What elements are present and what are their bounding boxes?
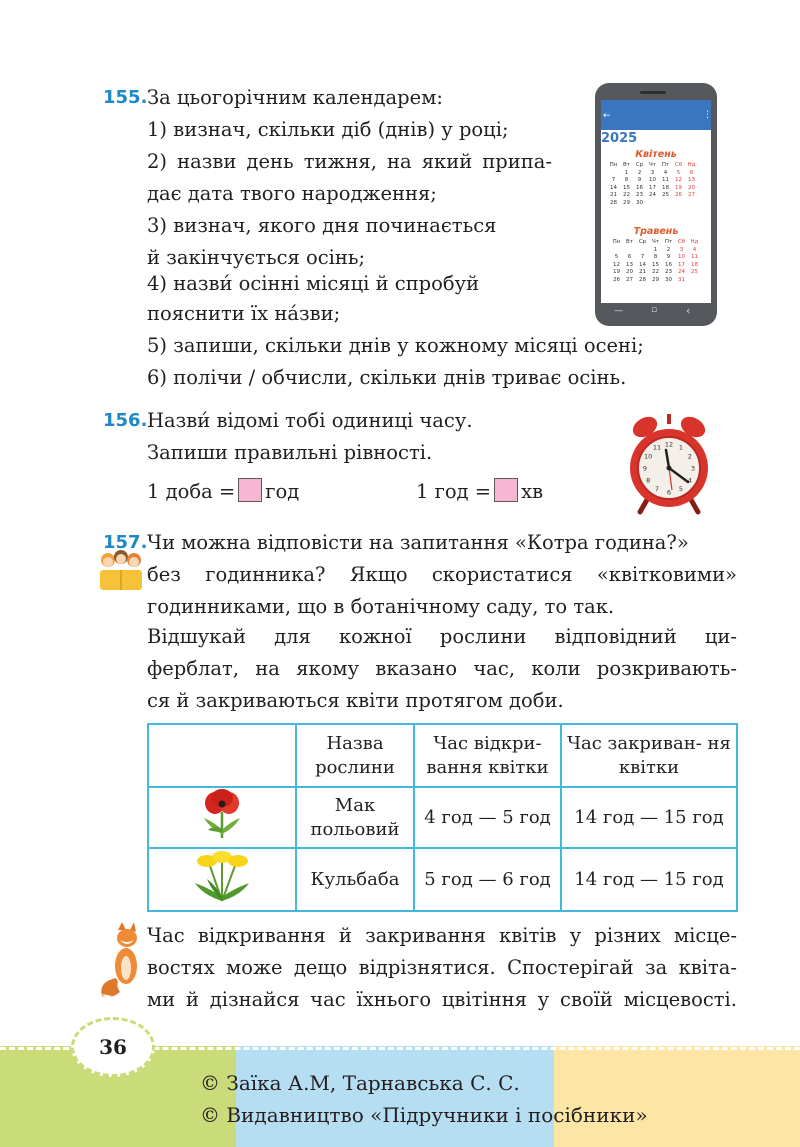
calendar-day: 10 bbox=[678, 254, 685, 260]
calendar-day bbox=[688, 277, 701, 285]
table-header-cell bbox=[148, 724, 296, 787]
calendar-weekday: Вт bbox=[623, 162, 630, 168]
calendar-weekday: Пт bbox=[664, 239, 673, 245]
exercise-text-line: пояснити їх на́зви; bbox=[147, 302, 341, 325]
calendar-day bbox=[672, 200, 685, 208]
close-time-cell: 14 год — 15 год bbox=[561, 848, 737, 911]
calendar-day: 13 bbox=[626, 261, 633, 268]
exercise-text-line: 2) назви день тижня, на який припа- bbox=[147, 150, 552, 173]
calendar-day: 1 bbox=[624, 169, 629, 176]
calendar-year: 2025 bbox=[601, 131, 638, 146]
calendar-day: 6 bbox=[627, 254, 632, 260]
calendar-day: 12 bbox=[675, 177, 682, 183]
calendar-day: 5 bbox=[614, 254, 619, 260]
calendar-day: 19 bbox=[613, 269, 620, 275]
calendar-weekday: Пн bbox=[612, 239, 621, 245]
exercise-number: 156. bbox=[103, 410, 148, 431]
exercise-text-line: ся й закриваються квіти протягом доби. bbox=[147, 689, 564, 712]
calendar-day: 23 bbox=[636, 192, 643, 198]
exercise-number: 157. bbox=[103, 532, 148, 553]
calendar-day: 16 bbox=[665, 261, 672, 268]
calendar-day: 3 bbox=[650, 169, 655, 176]
clock-numeral: 1 bbox=[678, 443, 684, 452]
clock-numeral: 11 bbox=[652, 443, 662, 452]
calendar-weekday: Ср bbox=[635, 162, 644, 168]
calendar-weekday: Ср bbox=[638, 239, 647, 245]
calendar-weekday: Нд bbox=[690, 239, 699, 245]
exercise-text-line: 3) визнач, якого дня починається bbox=[147, 214, 497, 237]
equation-day-hours bbox=[147, 476, 299, 508]
calendar-day bbox=[636, 247, 649, 255]
calendar-day: 4 bbox=[663, 169, 668, 176]
table-row bbox=[148, 848, 737, 911]
note-text-line: востях може дещо відрізнятися. Спостерігай за квіта- bbox=[147, 956, 737, 979]
plant-image-cell bbox=[148, 848, 296, 911]
calendar-day: 27 bbox=[626, 276, 633, 283]
calendar-day: 18 bbox=[662, 184, 669, 191]
calendar-month-title: Квітень bbox=[635, 149, 677, 160]
equation-unit: год bbox=[265, 480, 300, 503]
calendar-day: 16 bbox=[636, 184, 643, 191]
table-header-cell: Час відкри- вання квітки bbox=[414, 724, 561, 787]
calendar-day: 9 bbox=[666, 254, 671, 260]
calendar-day: 29 bbox=[623, 199, 630, 206]
calendar-day: 28 bbox=[639, 276, 646, 283]
calendar-day: 26 bbox=[675, 192, 682, 198]
calendar-grid-may bbox=[610, 239, 701, 284]
calendar-day: 18 bbox=[691, 261, 698, 268]
calendar-weekday: Чт bbox=[649, 162, 656, 168]
calendar-day: 30 bbox=[665, 276, 672, 283]
open-time-cell: 4 год — 5 год bbox=[414, 787, 561, 848]
page-number: 36 bbox=[99, 1035, 127, 1059]
close-time-cell: 14 год — 15 год bbox=[561, 787, 737, 848]
fox-icon bbox=[96, 922, 146, 1002]
calendar-day: 7 bbox=[640, 254, 645, 260]
exercise-text-line: Запиши правильні рівності. bbox=[147, 441, 433, 464]
clock-numeral: 10 bbox=[644, 452, 653, 461]
calendar-day: 20 bbox=[626, 269, 633, 275]
calendar-day: 13 bbox=[688, 177, 695, 183]
calendar-day: 2 bbox=[666, 246, 671, 253]
table-header-cell: Назва рослини bbox=[296, 724, 414, 787]
clock-numeral: 12 bbox=[664, 440, 674, 449]
poppy-image bbox=[192, 788, 252, 840]
calendar-day: 17 bbox=[649, 184, 656, 191]
calendar-day: 15 bbox=[623, 184, 630, 191]
table-header-row bbox=[148, 724, 737, 787]
exercise-text-line: й закінчується осінь; bbox=[147, 246, 366, 269]
calendar-day: 8 bbox=[624, 177, 629, 183]
plant-image-cell bbox=[148, 787, 296, 848]
note-text-line: Час відкривання й закривання квітів у різних місце- bbox=[147, 924, 737, 947]
calendar-weekday: Нд bbox=[687, 162, 696, 168]
calendar-day bbox=[607, 170, 620, 178]
clock-numeral: 6 bbox=[666, 488, 672, 497]
phone-speaker bbox=[640, 91, 666, 94]
nav-back-icon: ‹ bbox=[686, 304, 691, 317]
answer-box[interactable] bbox=[238, 478, 262, 502]
plant-name-cell: Кульбаба bbox=[296, 848, 414, 911]
exercise-text-line: За цьогорічним календарем: bbox=[147, 86, 443, 109]
calendar-day: 3 bbox=[679, 246, 684, 253]
calendar-day: 22 bbox=[623, 192, 630, 198]
equation-unit: хв bbox=[521, 480, 544, 503]
exercise-text-line: 4) назви́ осінні місяці й спробуй bbox=[147, 272, 480, 295]
calendar-day: 6 bbox=[689, 169, 694, 176]
clock-numeral: 3 bbox=[690, 464, 696, 473]
calendar-day: 19 bbox=[675, 184, 682, 191]
copyright-authors: © Заїка А.М, Тарнавська С. С. bbox=[200, 1071, 520, 1095]
calendar-day: 14 bbox=[610, 184, 617, 191]
exercise-text-line: Відшукай для кожної рослини відповідний ци- bbox=[147, 625, 737, 648]
calendar-day: 25 bbox=[662, 192, 669, 198]
exercise-text-line: Чи можна відповісти на запитання «Котра година?» bbox=[147, 531, 689, 554]
calendar-day: 1 bbox=[653, 246, 658, 253]
calendar-day bbox=[685, 200, 698, 208]
exercise-text-line: дає дата твого народження; bbox=[147, 182, 437, 205]
calendar-day: 20 bbox=[688, 184, 695, 191]
calendar-weekday: Вт bbox=[626, 239, 633, 245]
dandelion-image bbox=[187, 849, 257, 903]
calendar-day: 9 bbox=[637, 177, 642, 183]
calendar-day: 10 bbox=[649, 177, 656, 183]
table-header-cell: Час закриван- ня квітки bbox=[561, 724, 737, 787]
calendar-day: 24 bbox=[678, 269, 685, 275]
calendar-day: 12 bbox=[613, 261, 620, 268]
open-time-cell: 5 год — 6 год bbox=[414, 848, 561, 911]
plant-name-cell: Мак польовий bbox=[296, 787, 414, 848]
calendar-day: 8 bbox=[653, 254, 658, 260]
calendar-day: 2 bbox=[637, 169, 642, 176]
exercise-number: 155. bbox=[103, 87, 148, 108]
exercise-text-line: 6) полічи / обчисли, скільки днів триває осінь. bbox=[147, 366, 627, 389]
nav-square-icon: ▫ bbox=[651, 305, 658, 315]
copyright-publisher: © Видавництво «Підручники і посібники» bbox=[200, 1103, 648, 1127]
calendar-day: 21 bbox=[639, 269, 646, 275]
calendar-day: 29 bbox=[652, 276, 659, 283]
calendar-day: 24 bbox=[649, 192, 656, 198]
footer-yellow-band bbox=[554, 1046, 800, 1147]
calendar-day bbox=[610, 247, 623, 255]
calendar-weekday: Сб bbox=[677, 239, 686, 245]
back-arrow-icon: ← bbox=[603, 111, 611, 121]
calendar-day: 11 bbox=[691, 254, 698, 260]
clock-numeral: 4 bbox=[687, 476, 692, 485]
calendar-day: 4 bbox=[692, 246, 697, 253]
clock-numeral: 7 bbox=[654, 485, 660, 494]
nav-home-line-icon: — bbox=[614, 306, 623, 316]
equation-left: 1 доба = bbox=[147, 480, 236, 503]
exercise-text-line: годинниками, що в ботанічному саду, то так. bbox=[147, 595, 615, 618]
table-row bbox=[148, 787, 737, 848]
menu-icon: ⋮ bbox=[703, 110, 712, 120]
calendar-weekday: Сб bbox=[674, 162, 683, 168]
calendar-month-title: Травень bbox=[633, 226, 679, 237]
exercise-text-line: Назви́ відомі тобі одиниці часу. bbox=[147, 409, 473, 432]
calendar-day: 7 bbox=[611, 177, 616, 183]
calendar-day: 30 bbox=[636, 199, 643, 206]
calendar-day: 17 bbox=[678, 261, 685, 268]
calendar-grid-april bbox=[607, 162, 698, 207]
exercise-text-line: 1) визнач, скільки діб (днів) у році; bbox=[147, 118, 509, 141]
calendar-day: 15 bbox=[652, 261, 659, 268]
calendar-day bbox=[646, 200, 659, 208]
clock-numeral: 9 bbox=[642, 464, 648, 473]
exercise-text-line: без годинника? Якщо скористатися «квітковими» bbox=[147, 563, 737, 586]
equation-left: 1 год = bbox=[416, 480, 492, 503]
alarm-clock-illustration bbox=[628, 410, 710, 516]
calendar-day: 27 bbox=[688, 192, 695, 198]
calendar-day: 26 bbox=[613, 276, 620, 283]
calendar-weekday: Пт bbox=[661, 162, 670, 168]
answer-box[interactable] bbox=[494, 478, 518, 502]
calendar-day: 14 bbox=[639, 261, 646, 268]
calendar-day bbox=[659, 200, 672, 208]
calendar-day: 21 bbox=[610, 192, 617, 198]
note-text-line: ми й дізнайся час їхнього цвітіння у своїй місцевості. bbox=[147, 988, 737, 1011]
calendar-weekday: Чт bbox=[652, 239, 659, 245]
calendar-day: 5 bbox=[676, 169, 681, 176]
phone-app-bar bbox=[601, 100, 711, 130]
calendar-day: 28 bbox=[610, 199, 617, 206]
calendar-day bbox=[623, 247, 636, 255]
exercise-text-line: ферблат, на якому вказано час, коли розкривають- bbox=[147, 657, 737, 680]
calendar-day: 31 bbox=[678, 276, 685, 283]
calendar-day: 11 bbox=[662, 177, 669, 183]
exercise-text-line: 5) запиши, скільки днів у кожному місяці осені; bbox=[147, 334, 644, 357]
clock-numeral: 2 bbox=[687, 452, 692, 461]
calendar-day: 25 bbox=[691, 269, 698, 275]
flower-clock-table bbox=[147, 723, 738, 912]
calendar-day: 22 bbox=[652, 269, 659, 275]
equation-hour-minutes bbox=[416, 476, 543, 508]
clock-numeral: 5 bbox=[678, 485, 684, 494]
calendar-day: 23 bbox=[665, 269, 672, 275]
clock-numeral: 8 bbox=[646, 476, 651, 485]
calendar-weekday: Пн bbox=[609, 162, 618, 168]
